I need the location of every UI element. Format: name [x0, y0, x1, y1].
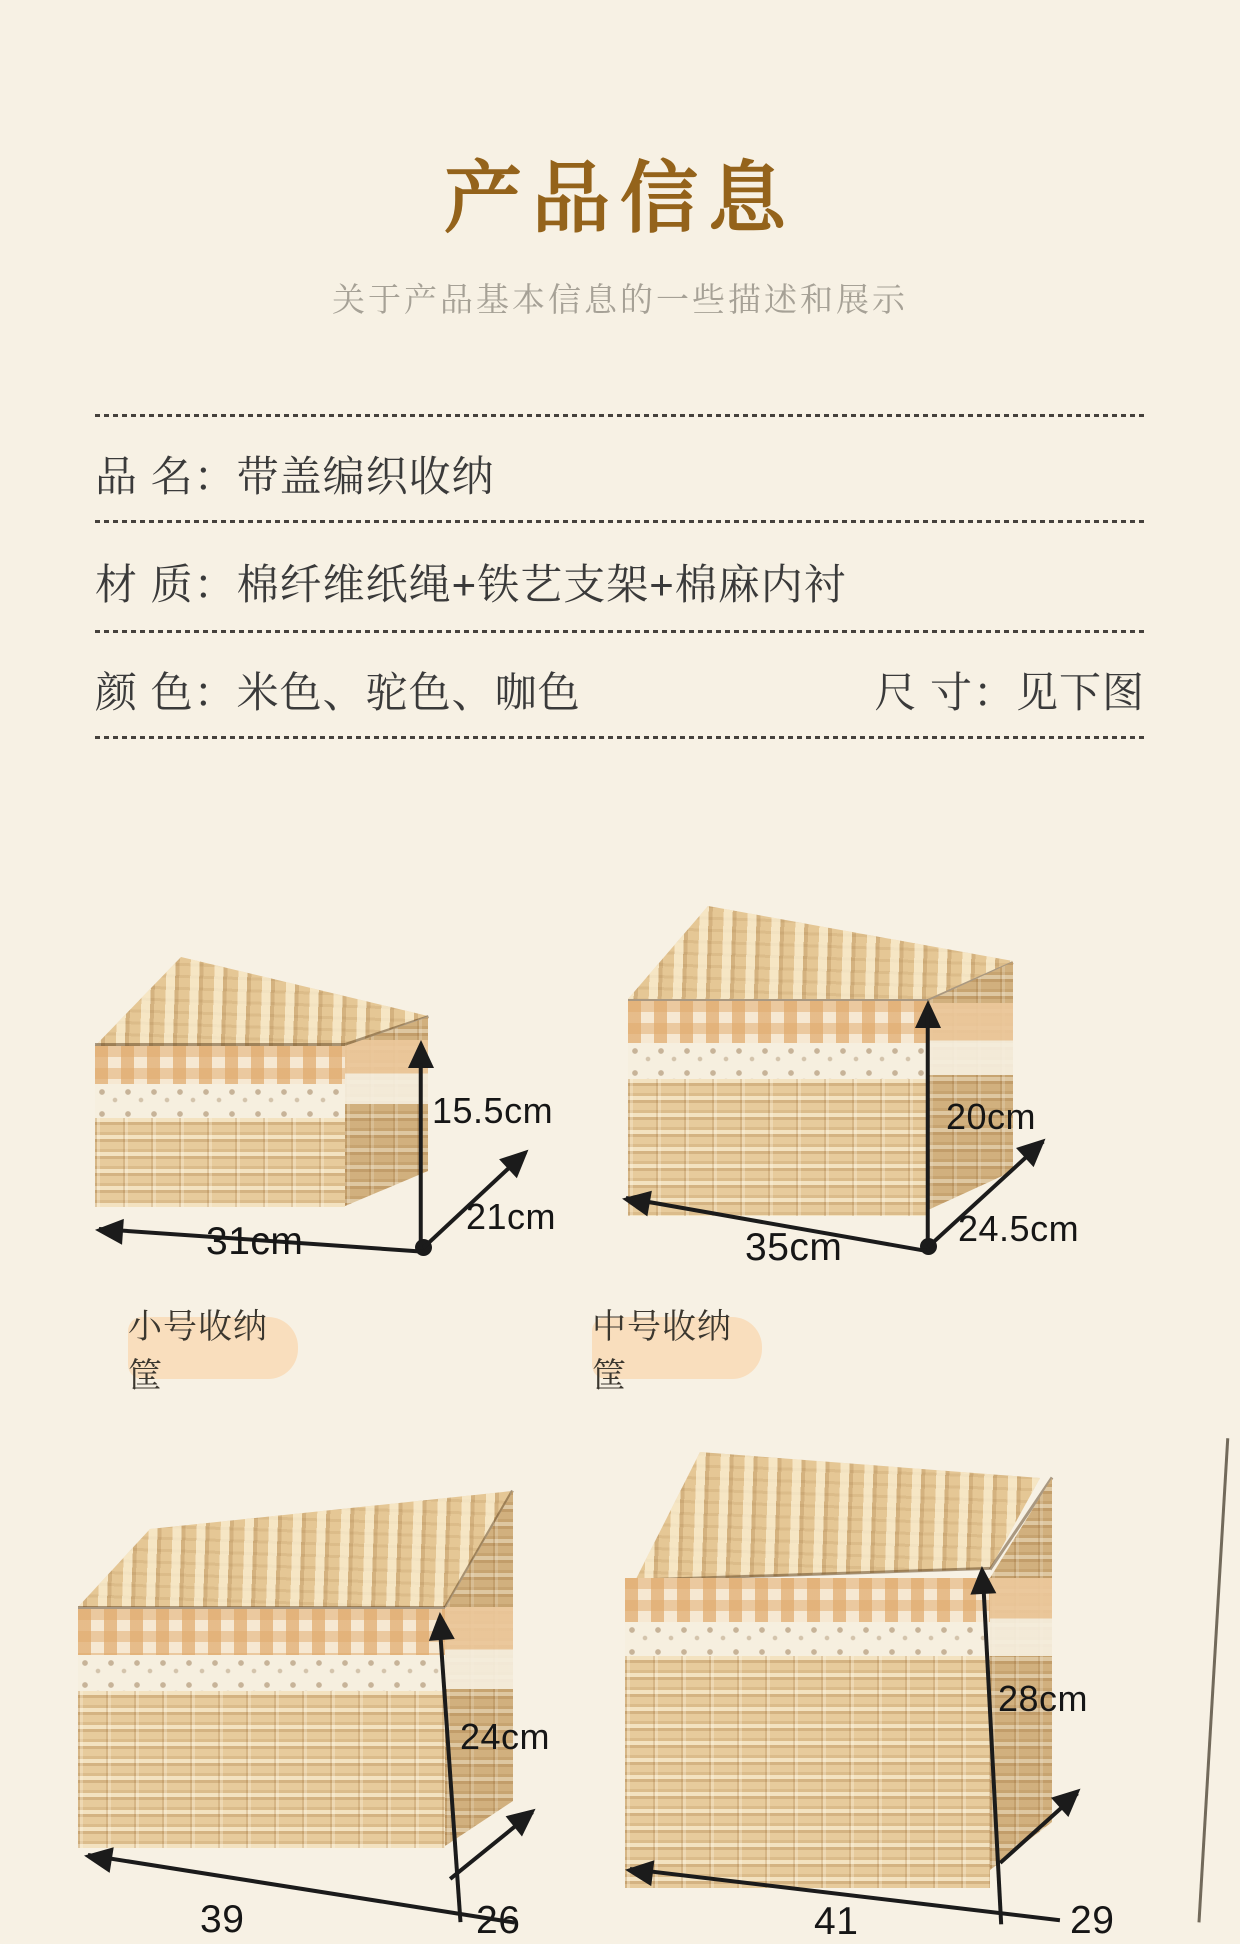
- material-text: 材 质：棉纤维纸绳+铁艺支架+棉麻内衬: [95, 561, 847, 608]
- weave-body: [628, 1079, 928, 1216]
- dashed-divider: [95, 414, 1145, 417]
- lace-band: [95, 1084, 345, 1118]
- basket-front: [628, 1001, 928, 1216]
- dimension-arrow-icon: [969, 1565, 996, 1594]
- info-row-color-size: [95, 660, 1145, 716]
- depth-label-extra-large-partial: 29: [1070, 1899, 1115, 1942]
- weave-body: [95, 1118, 345, 1207]
- basket-front: [78, 1609, 445, 1848]
- plaid-band: [625, 1578, 990, 1622]
- product-name-text: 品 名：带盖编织收纳: [95, 453, 495, 500]
- size-badge-small-label: 小号收纳筐: [128, 1308, 268, 1395]
- page-subtitle: 关于产品基本信息的一些描述和展示: [332, 281, 908, 318]
- lace-band: [628, 1043, 928, 1079]
- width-label-medium: 35cm: [745, 1226, 843, 1269]
- lace-band: [625, 1622, 990, 1656]
- info-row-material: [95, 552, 1145, 608]
- dimension-arrow-icon: [620, 1186, 652, 1216]
- side-band: [445, 1607, 513, 1689]
- dimension-line: [419, 1064, 423, 1249]
- depth-label-medium: 24.5cm: [958, 1208, 1080, 1249]
- plaid-band: [95, 1046, 345, 1084]
- dimension-arrow-icon: [94, 1217, 124, 1245]
- weave-body: [78, 1691, 445, 1848]
- height-label-medium: 20cm: [946, 1096, 1037, 1137]
- panel-edge-line: [1198, 1438, 1229, 1922]
- basket-lid: [625, 1448, 1052, 1585]
- basket-side: [928, 958, 1013, 1212]
- depth-label-small: 21cm: [466, 1196, 557, 1237]
- depth-label-large-partial: 26: [476, 1899, 521, 1942]
- dimension-arrow-icon: [82, 1843, 114, 1873]
- dashed-divider: [95, 630, 1145, 633]
- size-badge-medium-label: 中号收纳筐: [592, 1308, 732, 1395]
- dimension-line: [926, 1014, 930, 1248]
- width-label-extra-large-partial: 41: [814, 1900, 859, 1943]
- height-label-large: 24cm: [460, 1716, 551, 1757]
- dimension-arrow-icon: [623, 1857, 654, 1886]
- dimension-line: [88, 1853, 515, 1924]
- size-text: 尺 寸：见下图: [874, 669, 1145, 716]
- size-badge-small: [128, 1308, 298, 1395]
- page-title: 产品信息: [443, 154, 796, 242]
- plaid-band: [78, 1609, 445, 1655]
- basket-lid: [78, 1488, 513, 1609]
- height-label-extra-large: 28cm: [998, 1678, 1089, 1719]
- side-band: [990, 1578, 1052, 1656]
- basket-front: [95, 1046, 345, 1207]
- width-label-large-partial: 39: [200, 1898, 245, 1941]
- size-badge-medium: [592, 1308, 762, 1395]
- height-label-small: 15.5cm: [432, 1090, 554, 1131]
- lace-band: [78, 1655, 445, 1691]
- dashed-divider: [95, 520, 1145, 523]
- info-row-product-name: [95, 444, 1145, 500]
- plaid-band: [628, 1001, 928, 1043]
- dimension-arrow-icon: [427, 1611, 455, 1641]
- width-label-small: 31cm: [206, 1220, 304, 1263]
- color-text: 颜 色：米色、驼色、咖色: [95, 669, 581, 716]
- basket-front: [625, 1578, 990, 1888]
- weave-body: [625, 1656, 990, 1888]
- dashed-divider: [95, 736, 1145, 739]
